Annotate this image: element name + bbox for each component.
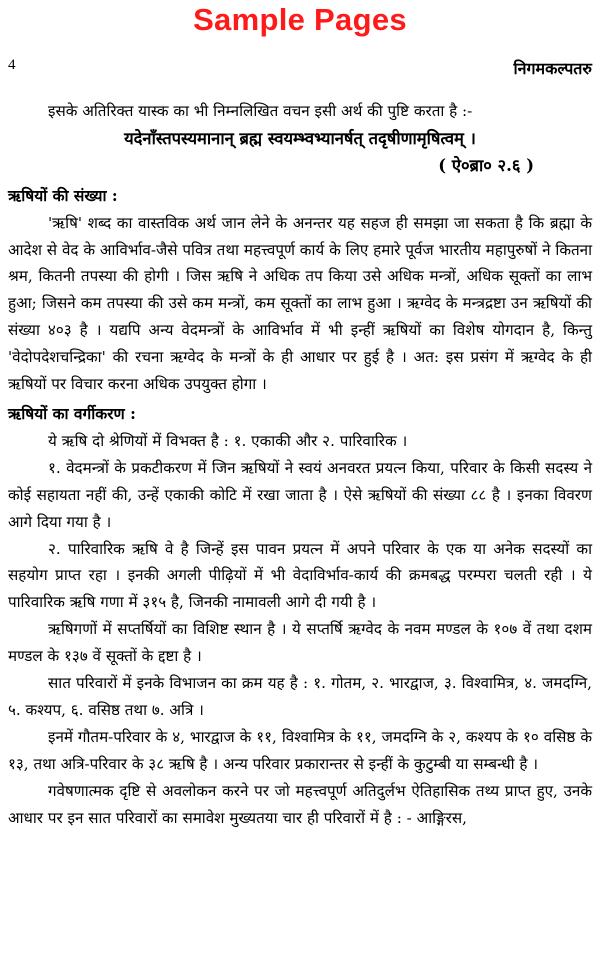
paragraph-family-counts: इनमें गौतम-परिवार के ४, भारद्वाज के ११, विश्वामित्र के ११, जमदग्नि के २, कश्यप के १० वसिष्ठ के १३, तथा अत्रि-परिवार के ३८ ऋषि है । अन्य परिवार प्रकारान्तर से इन्हीं के कुटुम्बी या सम्बन्धी है । bbox=[8, 727, 592, 773]
quote-reference: ( ऐ०ब्रा० २.६ ) bbox=[438, 155, 534, 175]
running-head: निगमकल्पतरु bbox=[513, 59, 592, 78]
heading-rishi-classification: ऋषियों का वर्गीकरण : bbox=[8, 403, 136, 423]
paragraph-seven-families: सात परिवारों में इनके विभाजन का क्रम यह है : १. गोतम, २. भारद्वाज, ३. विश्वामित्र, ४. जमदग्नि, ५. कश्यप, ६. वसिष्ठ तथा ७. अत्रि । bbox=[8, 674, 592, 719]
sanskrit-quote: यदेनाँस्तपस्यमानान् ब्रह्म स्वयम्भ्वभ्यानर्षत् तदृषीणामृषित्वम् । bbox=[124, 128, 476, 148]
page-number: 4 bbox=[8, 57, 16, 73]
heading-rishi-count: ऋषियों की संख्या : bbox=[8, 185, 118, 205]
paragraph-two-categories: ये ऋषि दो श्रेणियों में विभक्त है : १. एकाकी और २. पारिवारिक । bbox=[48, 431, 408, 450]
paragraph-saptarshi: ऋषिगणों में सप्तर्षियों का विशिष्ट स्थान है । ये सप्तर्षि ऋग्वेद के नवम मण्डल के १०७ वें तथा दशम मण्डल के १३७ वें सूक्तों के द्दष्टा है । bbox=[8, 620, 592, 666]
page-body bbox=[8, 98, 592, 831]
paragraph-research-view: गवेषणात्मक दृष्टि से अवलोकन करने पर जो महत्त्वपूर्ण अतिदुर्लभ ऐतिहासिक तथ्य प्राप्त हुए, उनके आधार पर इन सात परिवारों का समावेश मुख्यतया चार ही परिवारों में है : - आङ्गिरस, bbox=[8, 781, 592, 827]
paragraph-solitary-rishis: १. वेदमन्त्रों के प्रकटीकरण में जिन ऋषियों ने स्वयं अनवरत प्रयत्न किया, परिवार के किसी सदस्य ने कोई सहायता नहीं की, उन्हें एकाकी कोटि में रखा जाता है । ऐसे ऋषियों की संख्या ८८ है । इनका विवरण आगे दिया गया है । bbox=[8, 458, 592, 531]
page-header bbox=[8, 57, 592, 79]
sample-pages-banner: Sample Pages bbox=[193, 2, 407, 37]
paragraph-intro: इसके अतिरिक्त यास्क का भी निम्नलिखित वचन इसी अर्थ की पुष्टि करता है :- bbox=[48, 102, 473, 120]
paragraph-family-rishis: २. पारिवारिक ऋषि वे है जिन्हें इस पावन प्रयत्न में अपने परिवार के एक या अनेक सदस्यों का सहयोग प्राप्त रहा । इनकी अगली पीढ़ियों में भी वेदाविर्भाव-कार्य की क्रमबद्ध परम्परा चलती रही । ये पारिवारिक ऋषि गणा में ३१५ है, जिनकी नामावली आगे दी गयी है । bbox=[8, 539, 592, 612]
paragraph-rishi-meaning: 'ऋषि' शब्द का वास्तविक अर्थ जान लेने के अनन्तर यह सहज ही समझा जा सकता है कि ब्रह्मा के आदेश से वेद के आविर्भाव-जैसे पवित्र तथा महत्त्वपूर्ण कार्य के लिए हमारे पूर्वज भारतीय महापुरुषों ने कितना श्रम, कितनी तपस्या की होगी । जिस ऋषि ने अधिक तप किया उसे अधिक मन्त्रों, अधिक सूक्तों का लाभ हुआ; जिसने कम तपस्या की उसे कम मन्त्रों, कम सूक्तों का लाभ हुआ । ऋग्वेद के मन्त्रद्रष्टा उन ऋषियों की संख्या ४०३ है । यद्यपि अन्य वेदमन्त्रों के आविर्भाव में भी इन्हीं ऋषियों का विशेष योगदान है, किन्तु 'वेदोपदेशचन्द्रिका' की रचना ऋग्वेद के मन्त्रों के ही आधार पर हुई है । अत: इस प्रसंग में ऋग्वेद के ही ऋषियों पर विचार करना अधिक उपयुक्त होगा । bbox=[8, 213, 592, 394]
